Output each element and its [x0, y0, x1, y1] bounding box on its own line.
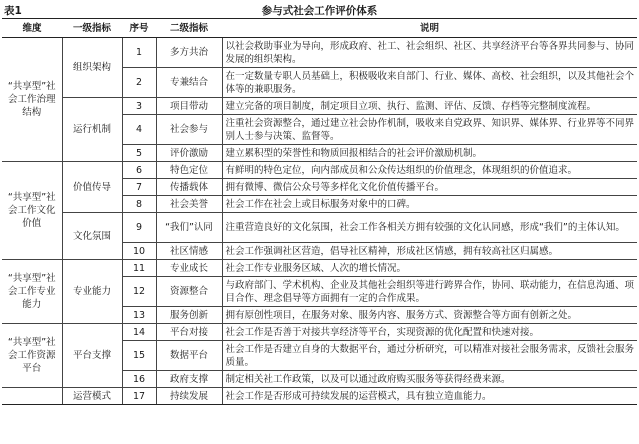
description-cell: 社会工作专业服务区域、人次的增长情况。: [222, 260, 637, 277]
level2-cell: 平台对接: [156, 324, 222, 341]
level2-cell: 社会参与: [156, 115, 222, 145]
level2-cell: 数据平台: [156, 341, 222, 371]
level2-cell: 专业成长: [156, 260, 222, 277]
description-cell: 注重社会资源整合，通过建立社会协作机制，吸收来自党政界、知识界、媒体界、行业界等不同界别人士参与决策、监督等。: [222, 115, 637, 145]
description-cell: 社会工作是否建立自身的大数据平台，通过分析研究，可以精准对接社会服务需求，反馈社会服务质量。: [222, 341, 637, 371]
table-title: 参与式社会工作评价体系: [261, 5, 378, 17]
description-cell: 在一定数量专职人员基础上，积极吸收来自部门、行业、媒体、高校、社会组织，以及其他社会个体等的兼职服务。: [222, 68, 637, 98]
row-number: 10: [122, 243, 156, 260]
row-number: 13: [122, 307, 156, 324]
dimension-cell: “共享型”社会工作资源平台: [2, 324, 62, 388]
description-cell: 以社会救助事业为导向，形成政府、社工、社会组织、社区、共享经济平台等各界共同参与、协同发展的组织架构。: [222, 38, 637, 68]
level2-cell: 持续发展: [156, 388, 222, 405]
table-row: [2, 162, 637, 179]
description-cell: 社会工作在社会上或目标服务对象中的口碑。: [222, 196, 637, 213]
table-label: 表1: [4, 5, 22, 17]
level1-cell: 文化氛围: [62, 213, 122, 260]
header-level2: 二级指标: [156, 19, 222, 38]
row-number: 7: [122, 179, 156, 196]
table-header-row: [2, 19, 637, 38]
description-cell: 社会工作强调社区营造，倡导社区精神，形成社区情感，拥有较高社区归属感。: [222, 243, 637, 260]
header-dimension: 维度: [2, 19, 62, 38]
table-row: [2, 260, 637, 277]
level2-cell: 服务创新: [156, 307, 222, 324]
level1-cell: 专业能力: [62, 260, 122, 324]
row-number: 14: [122, 324, 156, 341]
row-number: 6: [122, 162, 156, 179]
row-number: 9: [122, 213, 156, 243]
level2-cell: 专兼结合: [156, 68, 222, 98]
level1-cell: 组织架构: [62, 38, 122, 98]
row-number: 5: [122, 145, 156, 162]
description-cell: 建立累积型的荣誉性和物质回报相结合的社会评价激励机制。: [222, 145, 637, 162]
level2-cell: 社区情感: [156, 243, 222, 260]
dimension-cell: “共享型”社会工作治理结构: [2, 38, 62, 162]
description-cell: 社会工作是否形成可持续发展的运营模式，具有独立造血能力。: [222, 388, 637, 405]
row-number: 12: [122, 277, 156, 307]
table-row: [2, 324, 637, 341]
row-number: 4: [122, 115, 156, 145]
description-cell: 注重营造良好的文化氛围，社会工作各相关方拥有较强的文化认同感，形成“我们”的主体认知。: [222, 213, 637, 243]
level1-cell: 运营模式: [62, 388, 122, 405]
header-description: 说明: [222, 19, 637, 38]
description-cell: 建立完备的项目制度，制定项目立项、执行、监测、评估、反馈、存档等完整制度流程。: [222, 98, 637, 115]
evaluation-table: [2, 18, 637, 405]
row-number: 11: [122, 260, 156, 277]
level2-cell: 项目带动: [156, 98, 222, 115]
table-caption: [0, 0, 639, 18]
row-number: 16: [122, 371, 156, 388]
level1-cell: 价值传导: [62, 162, 122, 213]
dimension-cell: “共享型”社会工作文化价值: [2, 162, 62, 260]
level2-cell: 特色定位: [156, 162, 222, 179]
level2-cell: 资源整合: [156, 277, 222, 307]
description-cell: 社会工作是否善于对接共享经济等平台，实现资源的优化配置和快速对接。: [222, 324, 637, 341]
row-number: 17: [122, 388, 156, 405]
dimension-cell: “共享型”社会工作专业能力: [2, 260, 62, 324]
description-cell: 与政府部门、学术机构、企业及其他社会组织等进行跨界合作，协同、联动能力，在信息沟通、项目合作、理念倡导等方面拥有一定的合作成果。: [222, 277, 637, 307]
description-cell: 有鲜明的特色定位，向内部成员和公众传达组织的价值理念，体现组织的价值追求。: [222, 162, 637, 179]
table-row: [2, 38, 637, 68]
dimension-cell-empty: [2, 388, 62, 405]
table-row: [2, 388, 637, 405]
level2-cell: 传播载体: [156, 179, 222, 196]
level1-cell: 运行机制: [62, 98, 122, 162]
level2-cell: “我们”认同: [156, 213, 222, 243]
level2-cell: 多方共治: [156, 38, 222, 68]
description-cell: 制定相关社工作政策，以及可以通过政府购买服务等获得经费来源。: [222, 371, 637, 388]
row-number: 15: [122, 341, 156, 371]
table-row: [2, 98, 637, 115]
level1-cell: 平台支撑: [62, 324, 122, 388]
row-number: 2: [122, 68, 156, 98]
description-cell: 拥有原创性项目，在服务对象、服务内容、服务方式、资源整合等方面有创新之处。: [222, 307, 637, 324]
level2-cell: 社会美誉: [156, 196, 222, 213]
table-row: [2, 213, 637, 243]
level2-cell: 评价激励: [156, 145, 222, 162]
header-number: 序号: [122, 19, 156, 38]
row-number: 1: [122, 38, 156, 68]
row-number: 8: [122, 196, 156, 213]
description-cell: 拥有微博、微信公众号等多样化文化价值传播平台。: [222, 179, 637, 196]
header-level1: 一级指标: [62, 19, 122, 38]
level2-cell: 政府支撑: [156, 371, 222, 388]
row-number: 3: [122, 98, 156, 115]
